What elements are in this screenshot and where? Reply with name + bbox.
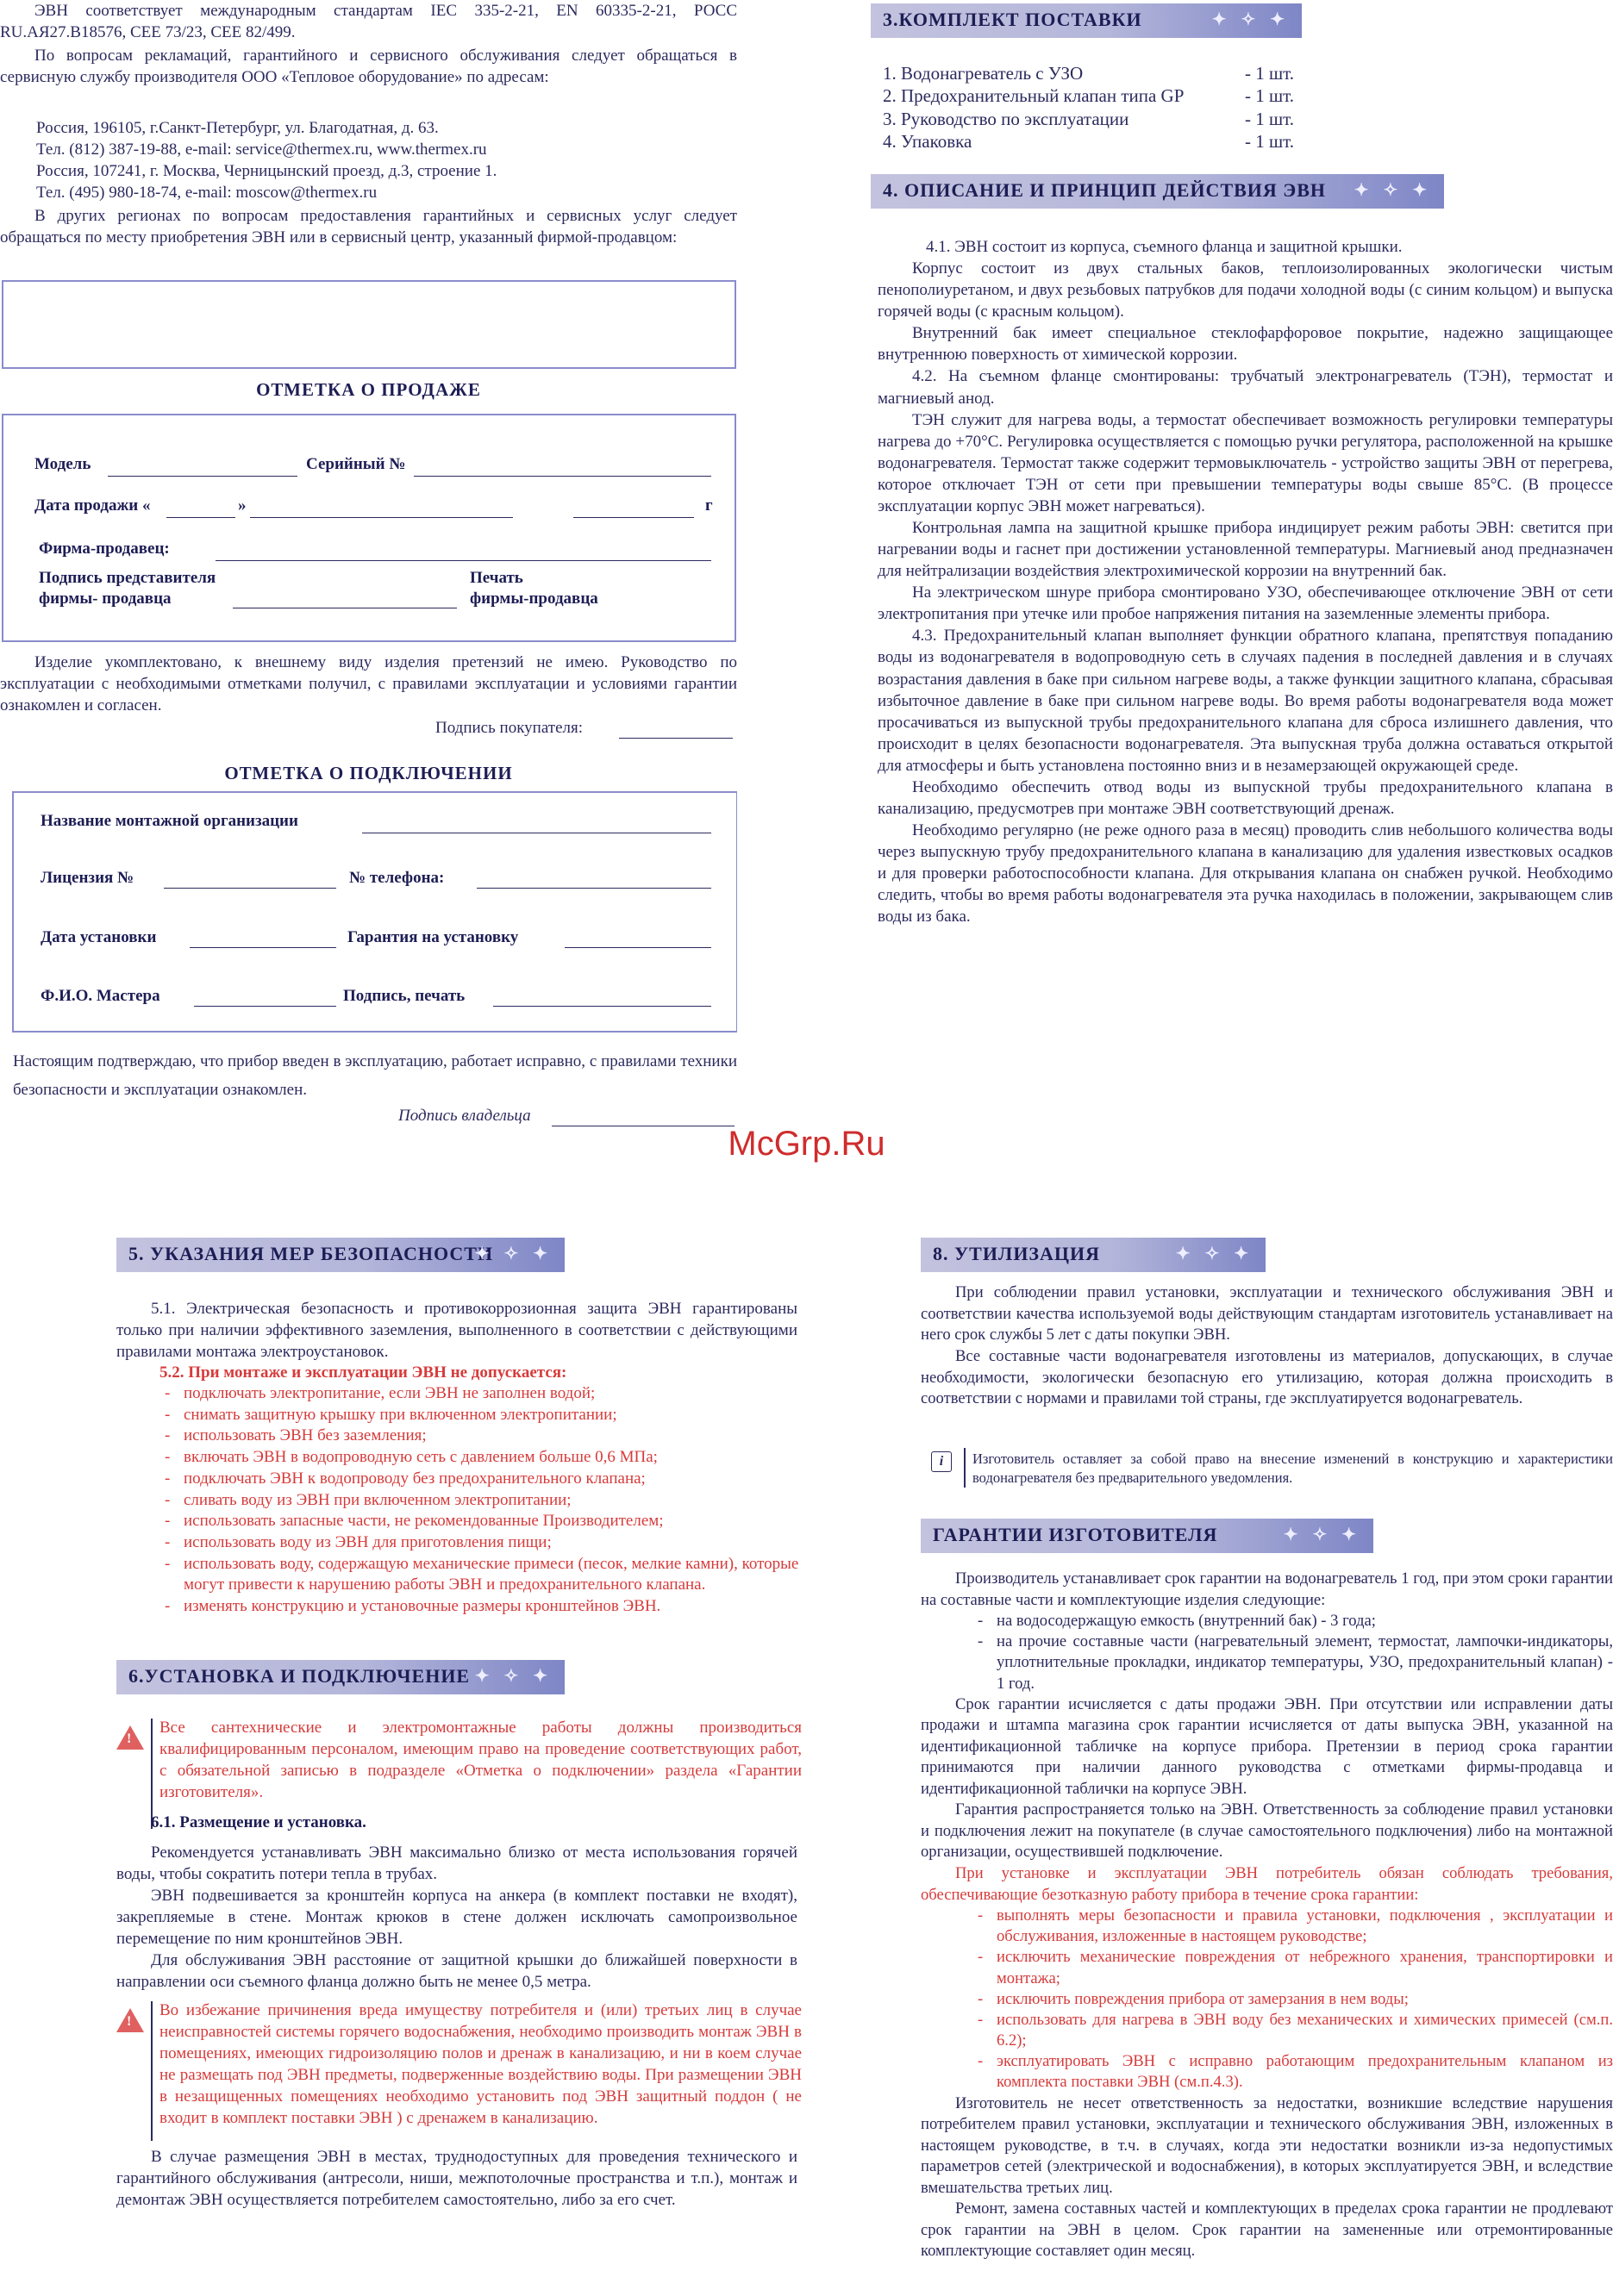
guarantee-paragraph: Срок гарантии исчисляется с даты продажи ЭВН. При отсутствии или исправлении даты продажи и штампа магазина срок гарантии исчисляется от даты выпуска ЭВН, указанной на идентификационной табличке на корпусе прибора. Претензии в период срока гарантии принимаются при наличии данного руководства с отметками фирмы-продавца и идентификационной таблички на корпусе ЭВН.	[921, 1694, 1613, 1798]
desc-paragraph: 4.2. На съемном фланце смонтированы: трубчатый электронагреватель (ТЭН), термостат и магниевый анод.	[878, 367, 1613, 408]
utilization-text-1: При соблюдении правил установки, эксплуатации и технического обслуживания ЭВН и соответствии качества используемой воды действующим стандартам изготовитель устанавливает на него срок службы 5 лет с даты покупки ЭВН.	[921, 1283, 1613, 1345]
warning-qualified-staff: Все сантехнические и электромонтажные работы должны производиться квалифицированным персоналом, имеющим право на проведение соответствующих работ, с обязательной записью в подразделе «Отметка о подключении» раздела «Гарантии изготовителя».	[159, 1719, 802, 1802]
safety-5-2-title: 5.2. При монтаже и эксплуатации ЭВН не допускается:	[159, 1363, 567, 1382]
address-moscow: Россия, 107241, г. Москва, Черницынский проезд, д.3, строение 1.	[36, 162, 497, 181]
desc-paragraph: Необходимо регулярно (не реже одного раза в месяц) проводить слив небольшого количества воды через выпускную трубу предохранительного клапана в канализацию для удаления известковых осадков и для проверки работоспособности клапана. Для открывания клапана он снабжен ручкой. Необходимо следить, чтобы во время работы водонагревателя эта ручка находилась в положении, закрывающем слив воды из бака.	[878, 821, 1613, 927]
placement-paragraph: Рекомендуется устанавливать ЭВН максимально близко от места использования горячей воды, чтобы сократить потери тепла в трубах.	[116, 1844, 797, 1884]
address-spb: Россия, 196105, г.Санкт-Петербург, ул. Благодатная, д. 63.	[36, 119, 439, 137]
list-item: - на прочие составные части (нагревательный элемент, термостат, лампочки-индикаторы, уплотнительные прокладки, индикатор температуры, УЗО, предохранительный клапан) - 1 год.	[972, 1632, 1613, 1694]
guarantee-terms-list	[972, 1611, 1613, 1694]
year-label: г	[705, 496, 713, 515]
connection-section-title: ОТМЕТКА О ПОДКЛЮЧЕНИИ	[224, 763, 513, 783]
installation-header: 6.УСТАНОВКА И ПОДКЛЮЧЕНИЕ ✦ ✧ ✦	[116, 1660, 565, 1694]
list-item: - исключить механические повреждения от небрежного хранения, транспортировки и монтажа;	[972, 1947, 1613, 1988]
serial-label: Серийный №	[306, 455, 406, 473]
sale-month-field[interactable]	[250, 517, 513, 518]
license-field[interactable]	[164, 888, 336, 889]
subsection-6-1-title: 6.1. Размещение и установка.	[151, 1813, 366, 1831]
prohibited-list	[159, 1383, 802, 1618]
utilization-text-2: Все составные части водонагревателя изготовлены из материалов, допускающих, в случае необходимости, экологически безопасную его утилизацию, которая должна происходить в соответствии с нормами и правилами той страны, где эксплуатируется водонагреватель.	[921, 1347, 1613, 1408]
claims-text: По вопросам рекламаций, гарантийного и сервисного обслуживания следует обращаться в сервисную службу производителя ООО «Тепловое оборудование» по адресам:	[0, 47, 737, 87]
seller-field[interactable]	[216, 560, 711, 561]
desc-paragraph: Контрольная лампа на защитной крышке прибора индицирует режим работы ЭВН: светится при нагревании воды и гаснет при достижении установленной температуры. Магниевый анод предназначен для нейтрализации воздействия электрохимической коррозии на внутренний бак.	[878, 519, 1613, 581]
kit-row: 2. Предохранительный клапан типа GP - 1 шт.	[883, 85, 1295, 107]
guarantee-requirements: При установке и эксплуатации ЭВН потребитель обязан соблюдать требования, обеспечивающие безотказную работу прибора в течение срока гарантии:	[921, 1864, 1613, 1904]
kit-row: 1. Водонагреватель с УЗО - 1 шт.	[883, 63, 1295, 84]
desc-paragraph: 4.1. ЭВН состоит из корпуса, съемного фланца и защитной крышки.	[926, 238, 1403, 256]
service-addresses	[0, 117, 737, 203]
list-item: - выполнять меры безопасности и правила установки, подключения , эксплуатации и обслуживания, изложенные в настоящем руководстве;	[972, 1906, 1613, 1947]
install-date-label: Дата установки	[41, 928, 157, 946]
seller-label: Фирма-продавец:	[39, 540, 170, 558]
placement-body	[116, 1842, 797, 1993]
list-item: - сливать воду из ЭВН при включенном электропитании;	[159, 1490, 802, 1512]
sale-date-label: Дата продажи «	[34, 496, 151, 515]
sale-year-field[interactable]	[573, 517, 694, 518]
placement-paragraph: Для обслуживания ЭВН расстояние от защитной крышки до ближайшей поверхности в направлении оси съемного фланца должно быть не менее 0,5 метра.	[116, 1951, 797, 1992]
guarantee-paragraph: Производитель устанавливает срок гарантии на водонагреватель 1 год, при этом сроки гарантии на составные части и комплектующие изделия следующие:	[921, 1569, 1613, 1609]
info-note: Изготовитель оставляет за собой право на внесение изменений в конструкцию и характеристики водонагревателя без предварительного уведомления.	[972, 1451, 1613, 1486]
stamp-label-1: Печать	[470, 569, 523, 587]
sale-day-field[interactable]	[166, 517, 235, 518]
guarantee-paragraph: Ремонт, замена составных частей и комплектующих в пределах срока гарантии не продлевают срок гарантии на ЭВН в целом. Срок гарантии на замененные или отремонтированные комплектующие составляет один месяц.	[921, 2199, 1613, 2261]
page-kit-description	[871, 0, 1613, 1146]
model-label: Модель	[34, 455, 91, 473]
list-item: - исключить повреждения прибора от замерзания в нем воды;	[972, 1989, 1613, 2010]
list-item: - эксплуатировать ЭВН с исправно работающим предохранительным клапаном из комплекта поставки ЭВН (см.п.4.3).	[972, 2051, 1613, 2093]
page-safety-installation	[116, 1232, 806, 2296]
master-field[interactable]	[194, 1006, 336, 1007]
list-item: - использовать ЭВН без заземления;	[159, 1426, 802, 1447]
page-warranty-card	[0, 0, 737, 1146]
desc-paragraph: ТЭН служит для нагрева воды, а термостат обеспечивает возможность регулировки температуры нагрева до +70°С. Регулировка осуществляется с помощью ручки регулятора, расположенной на крышке водонагревателя. Термостат также содержит термовыключатель - устройство защиты ЭВН от перегрева, которое отключает ТЭН от сети при превышении температуры воды свыше 85°С. (В процессе эксплуатации корпус ЭВН может нагреваться).	[878, 410, 1613, 515]
description-body	[878, 236, 1613, 928]
list-item: - подключать электропитание, если ЭВН не заполнен водой;	[159, 1383, 802, 1405]
kit-row: 3. Руководство по эксплуатации - 1 шт.	[883, 108, 1295, 129]
safety-5-1: 5.1. Электрическая безопасность и противокоррозионная защита ЭВН гарантированы только при наличии эффективного заземления, выполненного в соответствии с действующими правилами монтажа электроустановок.	[116, 1300, 797, 1362]
install-guarantee-field[interactable]	[565, 947, 711, 948]
license-label: Лицензия №	[41, 869, 134, 887]
sale-date-quote: »	[238, 496, 247, 515]
guarantee-paragraph: Изготовитель не несет ответственность за недостатки, возникшие вследствие нарушения потребителем правил установки, эксплуатации и технического обслуживания ЭВН, изложенных в настоящем руководстве, в т.ч. в случаях, когда эти недостатки возникли из-за недопустимых параметров сетей (электрической и водоснабжения), в которых эксплуатируется ЭВН, и вследствие вмешательства третьих лиц.	[921, 2093, 1613, 2197]
rep-sign-label-2: фирмы- продавца	[39, 590, 172, 608]
warning-water-damage: Во избежание причинения вреда имуществу потребителя и (или) третьих лиц в случае неисправностей системы горячего водоснабжения, необходимо производить монтаж ЭВН в помещениях, имеющих гидроизоляцию полов и дренаж в канализацию, и ни в коем случае не размещать под ЭВН предметы, подверженные воздействию воды. При размещении ЭВН в незащищенных помещениях необходимо установить под ЭВН защитный поддон ( не входит в комплект поставки ЭВН ) с дренажем в канализацию.	[159, 2001, 802, 2128]
install-date-field[interactable]	[190, 947, 336, 948]
org-label: Название монтажной организации	[41, 812, 298, 830]
list-item: - подключать ЭВН к водопроводу без предохранительного клапана;	[159, 1469, 802, 1490]
model-field[interactable]	[108, 476, 297, 477]
desc-paragraph: 4.3. Предохранительный клапан выполняет функции обратного клапана, препятствуя попаданию воды из водонагревателя в водопроводную сеть в случаях падения в последней давления и в случаях возрастания давления в баке при сильном нагреве воды, а также функции защитного клапана, сбрасывая избыточное давление в баке при сильном нагреве воды. Во время работы водонагревателя вода может просачиваться из выпускной трубы предохранительного клапана для сброса излишнего давления, что происходит в целях безопасности водонагревателя. Эта выпускная труба должна оставаться открытой для атмосферы и быть установлена постоянно вниз и в незамерзающей окружающей среде.	[878, 627, 1613, 775]
buyer-sign-label: Подпись покупателя:	[435, 719, 583, 737]
list-item: - включать ЭВН в водопроводную сеть с давлением больше 0,6 МПа;	[159, 1447, 802, 1469]
list-item: - использовать воду из ЭВН для приготовления пищи;	[159, 1532, 802, 1554]
info-icon: i	[931, 1451, 952, 1472]
kit-list	[883, 62, 1294, 153]
placement-paragraph: ЭВН подвешивается за кронштейн корпуса на анкера (в комплект поставки не входят), закрепляемые в стене. Монтаж крюков в стене должен исключать самопроизвольное перемещение по ним кронштейнов ЭВН.	[116, 1887, 797, 1949]
stamp-label-2: фирмы-продавца	[470, 590, 598, 608]
contacts-moscow: Тел. (495) 980-18-74, e-mail: moscow@thermex.ru	[36, 184, 378, 203]
list-item: - использовать запасные части, не рекомендованные Производителем;	[159, 1511, 802, 1532]
safety-header: 5. УКАЗАНИЯ МЕР БЕЗОПАСНОСТИ ✦ ✧ ✦	[116, 1238, 565, 1272]
standards-text: ЭВН соответствует международным стандартам IEC 335-2-21, EN 60335-2-21, РОСС RU.АЯ27.B18576, CEE 73/23, CEE 82/499.	[0, 2, 737, 42]
list-item: - на водосодержащую емкость (внутренний бак) - 3 года;	[972, 1611, 1613, 1632]
warning-icon: !	[116, 2008, 144, 2032]
hard-to-reach-text: В случае размещения ЭВН в местах, труднодоступных для проведения технического и гарантийного обслуживания (антресоли, ниши, межпотолочные пространства и т.п.), монтаж и демонтаж ЭВН осуществляется потребителем самостоятельно, либо за его счет.	[116, 2148, 797, 2210]
regions-text: В других регионах по вопросам предоставления гарантийных и сервисных услуг следует обращаться по месту приобретения ЭВН или в сервисный центр, указанный фирмой-продавцом:	[0, 207, 737, 247]
warning-icon: !	[116, 1725, 144, 1750]
desc-paragraph: На электрическом шнуре прибора смонтировано УЗО, обеспечивающее отключение ЭВН от сети электропитания при утечке или пробое напряжения питания на заземленные элементы прибора.	[878, 583, 1613, 624]
commissioning-text: Настоящим подтверждаю, что прибор введен в эксплуатацию, работает исправно, с правилами техники безопасности и эксплуатации ознакомлен.	[13, 1052, 737, 1100]
kit-row: 4. Упаковка - 1 шт.	[883, 130, 1295, 152]
utilization-header: 8. УТИЛИЗАЦИЯ ✦ ✧ ✦	[921, 1238, 1266, 1272]
completeness-text: Изделие укомплектовано, к внешнему виду изделия претензий не имею. Руководство по эксплуатации с необходимыми отметками получил, с правилами эксплуатации и условиями гарантии ознакомлен и согласен.	[0, 653, 737, 715]
sign-stamp-label: Подпись, печать	[343, 987, 466, 1005]
warning-bar	[151, 2001, 153, 2141]
page-utilization-guarantee	[921, 1232, 1613, 2296]
list-item: - использовать для нагрева в ЭВН воду без механических и химических примесей (см.п. 6.2);	[972, 2010, 1613, 2051]
owner-sign-label: Подпись владельца	[398, 1107, 531, 1125]
info-bar	[964, 1448, 966, 1488]
description-header: 4. ОПИСАНИЕ И ПРИНЦИП ДЕЙСТВИЯ ЭВН ✦ ✧ ✦	[871, 174, 1444, 209]
desc-paragraph: Корпус состоит из двух стальных баков, теплоизолированных экологически чистым пенополиуретаном, и двух резьбовых патрубков для подачи холодной воды (с синим кольцом) и выпуска горячей воды (с красным кольцом).	[878, 259, 1613, 321]
desc-paragraph: Необходимо обеспечить отвод воды из выпускной трубы предохранительного клапана в канализацию, предусмотрев при монтаже ЭВН соответствующий дренаж.	[878, 777, 1613, 819]
list-item: - изменять конструкцию и установочные размеры кронштейнов ЭВН.	[159, 1596, 802, 1618]
desc-paragraph: Внутренний бак имеет специальное стеклофарфоровое покрытие, надежно защищающее внутреннюю поверхность от химической коррозии.	[878, 324, 1613, 365]
phone-field[interactable]	[477, 888, 711, 889]
warning-bar	[151, 1719, 153, 1829]
kit-header: 3.КОМПЛЕКТ ПОСТАВКИ ✦ ✧ ✦	[871, 3, 1302, 38]
buyer-sign-field[interactable]	[619, 738, 733, 739]
contacts-spb: Тел. (812) 387-19-88, e-mail: service@thermex.ru, www.thermex.ru	[36, 140, 487, 159]
service-center-box[interactable]	[2, 280, 736, 369]
phone-label: № телефона:	[349, 869, 445, 887]
safety-5-2-block	[159, 1362, 802, 1618]
list-item: - снимать защитную крышку при включенном электропитании;	[159, 1405, 802, 1426]
list-item: - использовать воду, содержащую механические примеси (песок, мелкие камни), которые могут привести к нарушению работы ЭВН и предохранительного клапана.	[159, 1554, 802, 1596]
serial-field[interactable]	[414, 476, 711, 477]
guarantee-paragraph: Гарантия распространяется только на ЭВН. Ответственность за соблюдение правил установки и подключения лежит на покупателе (в случае самостоятельного подключения) либо на монтажной организации, осуществившей подключение.	[921, 1800, 1613, 1862]
guarantee-body	[921, 1569, 1613, 2262]
watermark-text: McGrp.Ru	[728, 1125, 885, 1163]
install-guarantee-label: Гарантия на установку	[347, 928, 519, 946]
guarantee-header: ГАРАНТИИ ИЗГОТОВИТЕЛЯ ✦ ✧ ✦	[921, 1519, 1373, 1553]
requirements-list	[972, 1906, 1613, 2093]
rep-sign-label-1: Подпись представителя	[39, 569, 216, 587]
sign-stamp-field[interactable]	[493, 1006, 711, 1007]
master-label: Ф.И.О. Мастера	[41, 987, 160, 1005]
sale-section-title: ОТМЕТКА О ПРОДАЖЕ	[256, 379, 481, 400]
